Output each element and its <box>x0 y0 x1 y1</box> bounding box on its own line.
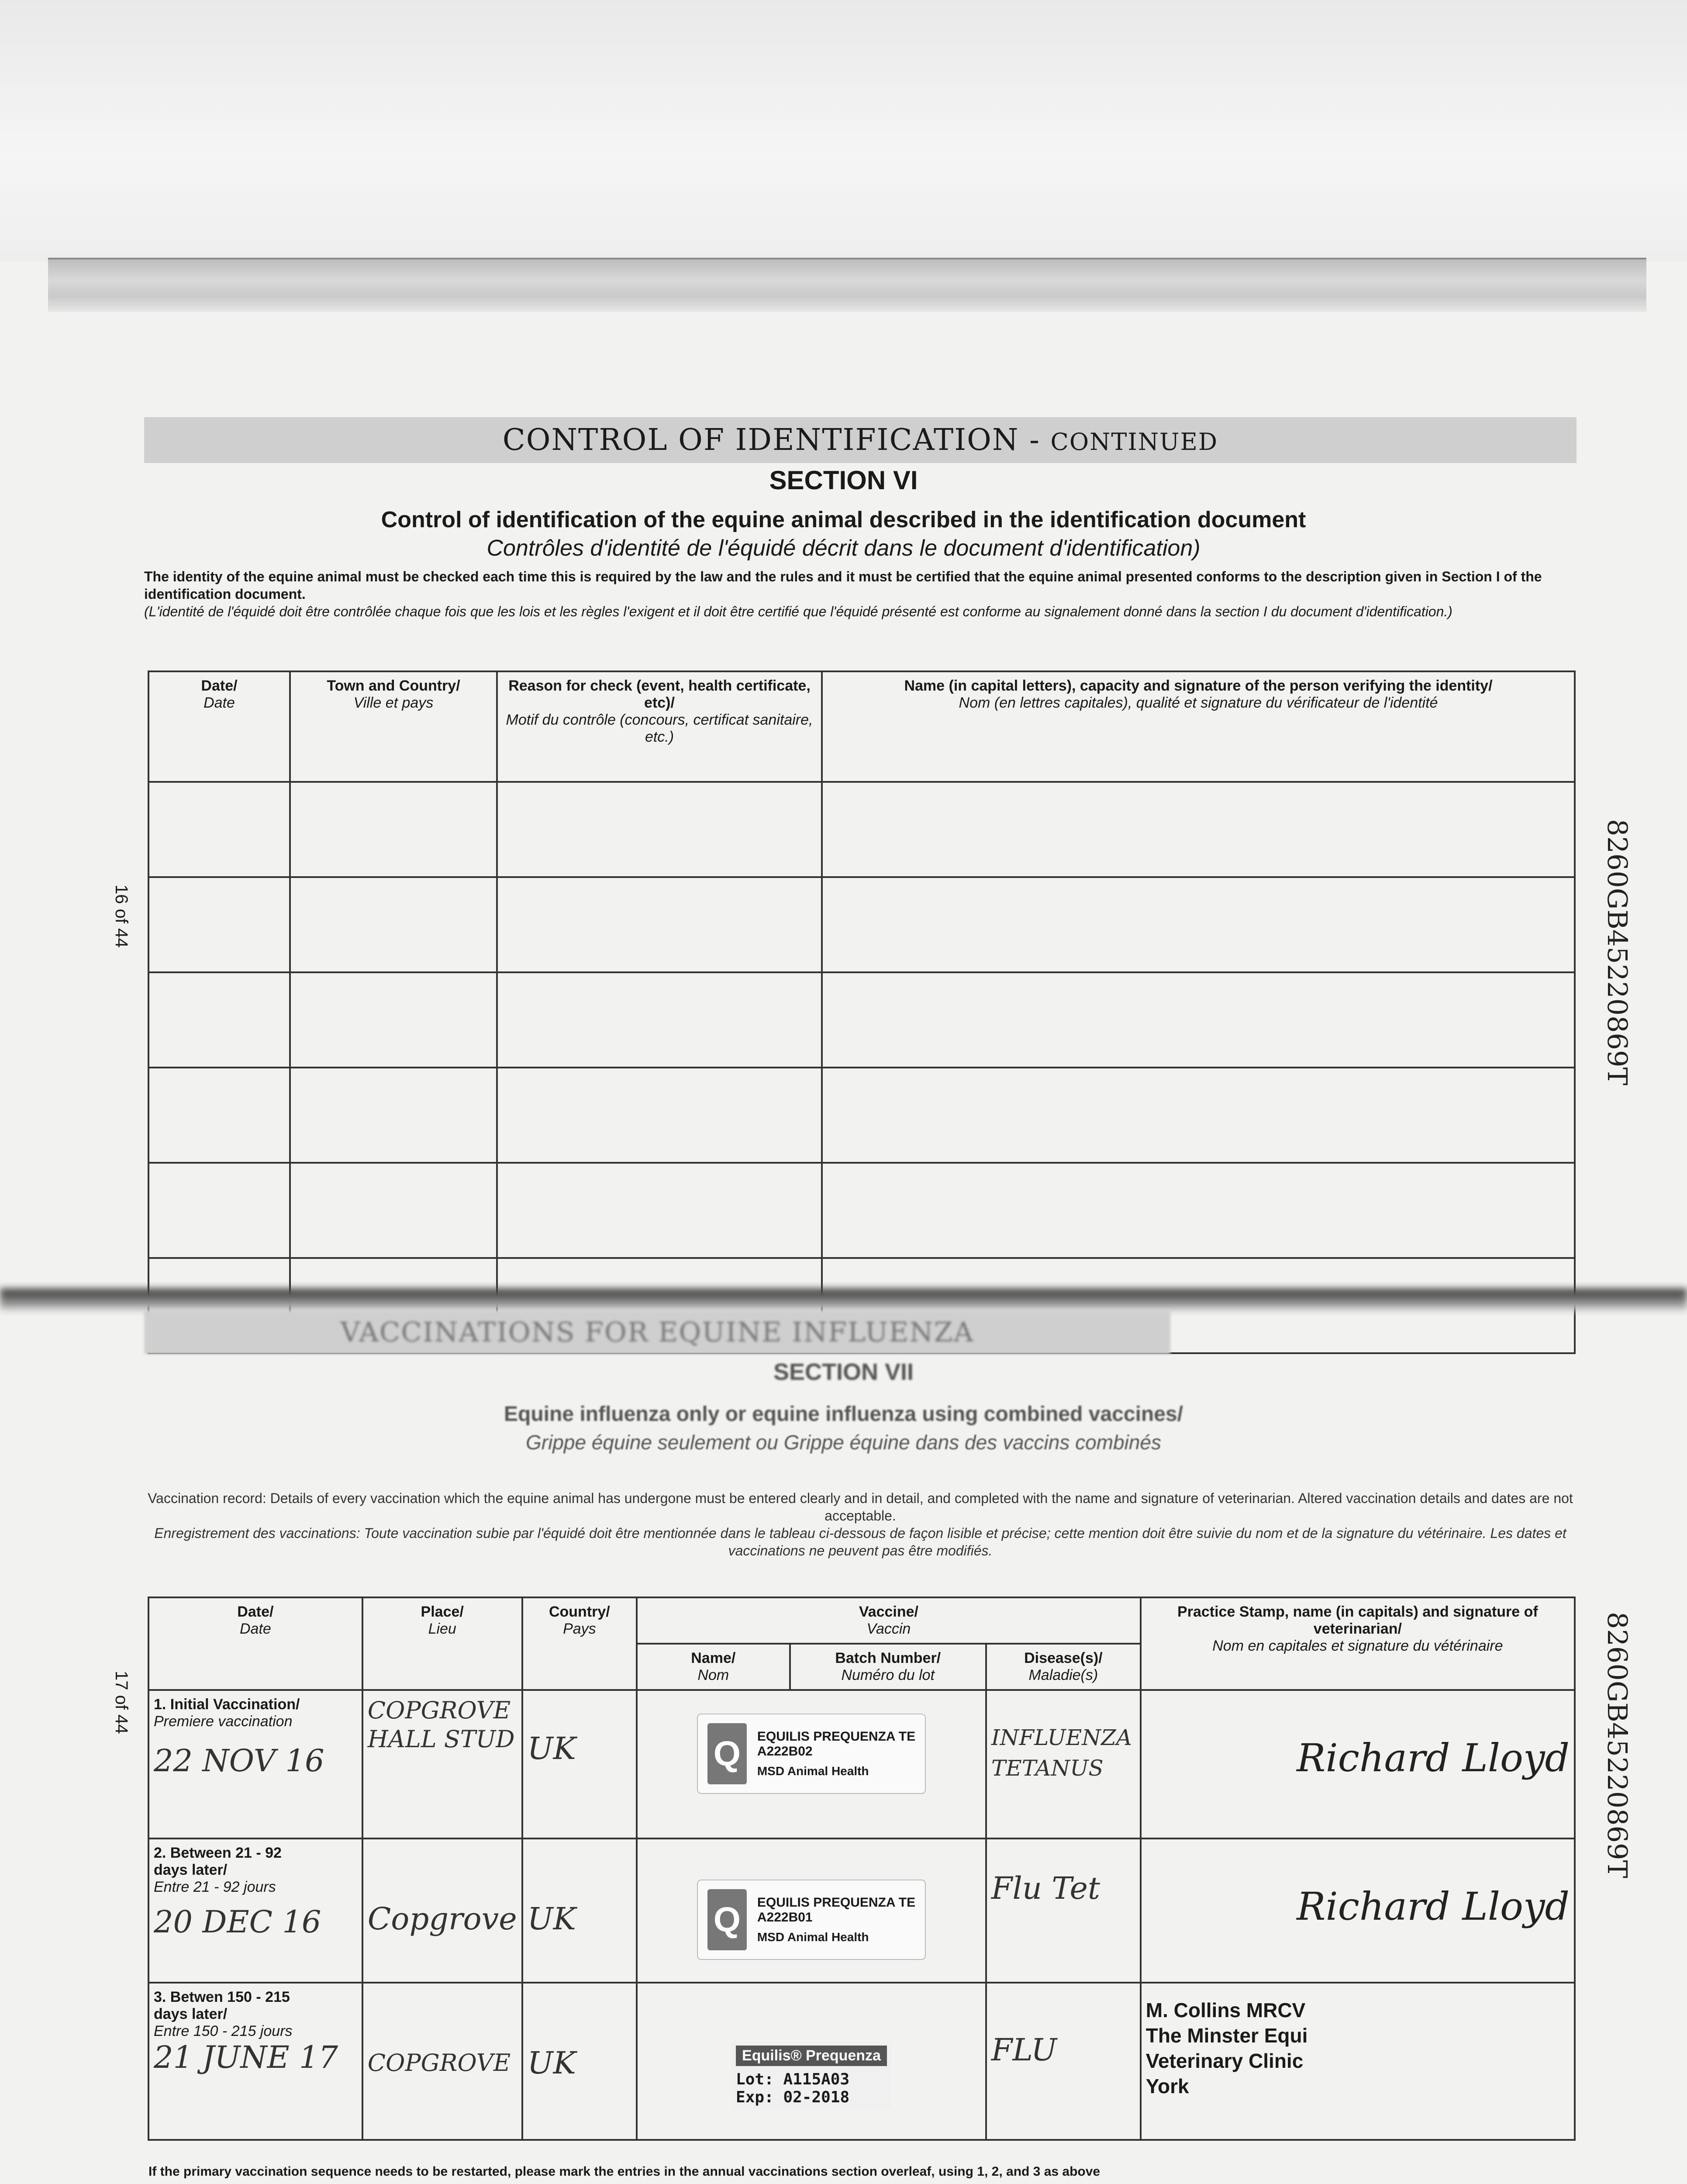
cell[interactable] <box>148 1163 290 1258</box>
table-row <box>148 1983 1575 2140</box>
col-verifier: Name (in capital letters), capacity and signature of the person verifying the identity/ Nom (en lettres capitales), qualité et signature du vérificateur de l'identité <box>822 671 1575 782</box>
passport-number: 8260GB45220869T <box>1601 1612 1633 1878</box>
col-stamp: Practice Stamp, name (in capitals) and signature of veterinarian/ Nom en capitales et signature du vétérinaire <box>1141 1597 1575 1690</box>
passport-number: 8260GB45220869T <box>1601 819 1633 1085</box>
section6-title-fr: Contrôles d'identité de l'équidé décrit dans le document d'identification) <box>486 536 1201 561</box>
row2-date: 20 DEC 16 <box>154 1904 321 1940</box>
row2-place: Copgrove <box>362 1838 522 1983</box>
section7-title-fr: Grippe équine seulement ou Grippe équine dans des vaccins combinés <box>526 1431 1161 1454</box>
cell[interactable] <box>822 972 1575 1068</box>
page-number: 16 of 44 <box>112 885 131 948</box>
row3-place: COPGROVE <box>362 1983 522 2140</box>
row3-date: 21 JUNE 17 <box>154 2039 338 2075</box>
row1-date: 22 NOV 16 <box>154 1743 324 1779</box>
row1-place: COPGROVE HALL STUD <box>362 1690 522 1838</box>
cell[interactable] <box>290 1163 497 1258</box>
scan-fold-shadow <box>0 1289 1687 1310</box>
page-fold <box>48 258 1646 312</box>
section6-banner-sub: CONTINUED <box>1050 428 1218 456</box>
col-town: Town and Country/ Ville et pays <box>290 671 497 782</box>
table-row <box>148 1690 1575 1838</box>
cell[interactable] <box>497 782 822 877</box>
row2-country: UK <box>522 1838 637 1983</box>
cell[interactable] <box>148 782 290 877</box>
cell[interactable] <box>822 877 1575 972</box>
row1-label: 1. Initial Vaccination/ Premiere vaccination 22 NOV 16 <box>148 1690 362 1838</box>
cell[interactable] <box>497 1163 822 1258</box>
row1-vaccine-sticker: Q EQUILIS PREQUENZA TE A222B02 MSD Animal Health <box>637 1690 986 1838</box>
practice-stamp: M. Collins MRCV The Minster Equi Veterinary Clinic York <box>1145 1999 1308 2098</box>
cell[interactable] <box>497 972 822 1068</box>
row1-country: UK <box>522 1690 637 1838</box>
vaccine-logo-icon: Q <box>707 1723 747 1784</box>
section7-title-en: Equine influenza only or equine influenza using combined vaccines/ <box>504 1403 1183 1426</box>
col-disease: Disease(s)/ Maladie(s) <box>986 1644 1141 1690</box>
section7-instructions-en: Vaccination record: Details of every vaccination which the equine animal has undergone must be entered clearly and in detail, and completed with the name and signature of veterinarian. Altered vaccination details and dates are not acceptable. <box>148 1490 1573 1524</box>
section6-banner <box>144 417 1577 463</box>
page-number: 17 of 44 <box>112 1671 131 1734</box>
cell[interactable] <box>822 1068 1575 1163</box>
row2-signature: Richard Lloyd <box>1141 1838 1575 1983</box>
scan-margin <box>0 0 1687 262</box>
section6-instructions-fr: (L'identité de l'équidé doit être contrôlée chaque fois que les lois et les règles l'exigent et il doit être certifié que l'équidé présenté est conforme au signalement donné dans la section I du document d'identification.) <box>144 604 1452 619</box>
cell[interactable] <box>148 1068 290 1163</box>
row2-label: 2. Between 21 - 92 days later/ Entre 21 - 92 jours 20 DEC 16 <box>148 1838 362 1983</box>
cell[interactable] <box>148 877 290 972</box>
row1-signature: Richard Lloyd <box>1141 1690 1575 1838</box>
cell[interactable] <box>290 972 497 1068</box>
row3-country: UK <box>522 1983 637 2140</box>
vaccine-logo-icon: Q <box>707 1889 747 1950</box>
footer-note: If the primary vaccination sequence needs to be restarted, please mark the entries in the annual vaccinations section overleaf, using 1, 2, and 3 as above <box>148 2164 1101 2179</box>
table-row[interactable] <box>148 972 1575 1068</box>
table-row <box>148 1838 1575 1983</box>
table-row[interactable] <box>148 1163 1575 1258</box>
row3-stamp <box>1141 1983 1575 2140</box>
identity-check-table <box>148 670 1576 1354</box>
col-date: Date/ Date <box>148 1597 362 1690</box>
cell[interactable] <box>290 877 497 972</box>
section6-instructions-en: The identity of the equine animal must be checked each time this is required by the law and the rules and it must be certified that the equine animal presented conforms to the description given in Section I of the identification document. <box>144 569 1542 602</box>
col-vaccine: Vaccine/ Vaccin <box>637 1597 1141 1644</box>
col-country: Country/ Pays <box>522 1597 637 1690</box>
vaccination-header <box>148 1597 1575 1644</box>
col-vaccine-name: Name/ Nom <box>637 1644 790 1690</box>
col-batch: Batch Number/ Numéro du lot <box>790 1644 986 1690</box>
section7-label: SECTION VII <box>773 1359 914 1385</box>
section6-title-en: Control of identification of the equine animal described in the identification document <box>381 507 1306 532</box>
section6-label: SECTION VI <box>769 466 918 495</box>
identity-check-header <box>148 671 1575 782</box>
cell[interactable] <box>148 972 290 1068</box>
section6-banner-main: CONTROL OF IDENTIFICATION - <box>502 423 1051 457</box>
table-row[interactable] <box>148 877 1575 972</box>
cell[interactable] <box>822 782 1575 877</box>
cell[interactable] <box>497 877 822 972</box>
cell[interactable] <box>290 782 497 877</box>
col-date: Date/ Date <box>148 671 290 782</box>
row1-disease: INFLUENZA TETANUS <box>986 1690 1141 1838</box>
section7-instructions-fr: Enregistrement des vaccinations: Toute vaccination subie par l'équidé doit être mentionnée dans le tableau ci-dessous de façon lisible et précise; cette mention doit être suivie du nom et de la signature du vétérinaire. Les dates et vaccinations ne peuvent pas être modifiés. <box>154 1525 1566 1559</box>
row2-disease: Flu Tet <box>986 1838 1141 1983</box>
col-place: Place/ Lieu <box>362 1597 522 1690</box>
cell[interactable] <box>822 1163 1575 1258</box>
table-row[interactable] <box>148 1068 1575 1163</box>
cell[interactable] <box>290 1068 497 1163</box>
row3-disease: FLU <box>986 1983 1141 2140</box>
vaccination-table <box>148 1597 1576 2141</box>
row3-label: 3. Betwen 150 - 215 days later/ Entre 150 - 215 jours 21 JUNE 17 <box>148 1983 362 2140</box>
col-reason: Reason for check (event, health certificate, etc)/ Motif du contrôle (concours, certificat sanitaire, etc.) <box>497 671 822 782</box>
row3-vaccine-sticker: Equilis® Prequenza Lot: A115A03 Exp: 02-2018 <box>637 1983 986 2140</box>
section7-banner: VACCINATIONS FOR EQUINE INFLUENZA <box>144 1310 1170 1354</box>
cell[interactable] <box>497 1068 822 1163</box>
table-row[interactable] <box>148 782 1575 877</box>
row2-vaccine-sticker: Q EQUILIS PREQUENZA TE A222B01 MSD Animal Health <box>637 1838 986 1983</box>
